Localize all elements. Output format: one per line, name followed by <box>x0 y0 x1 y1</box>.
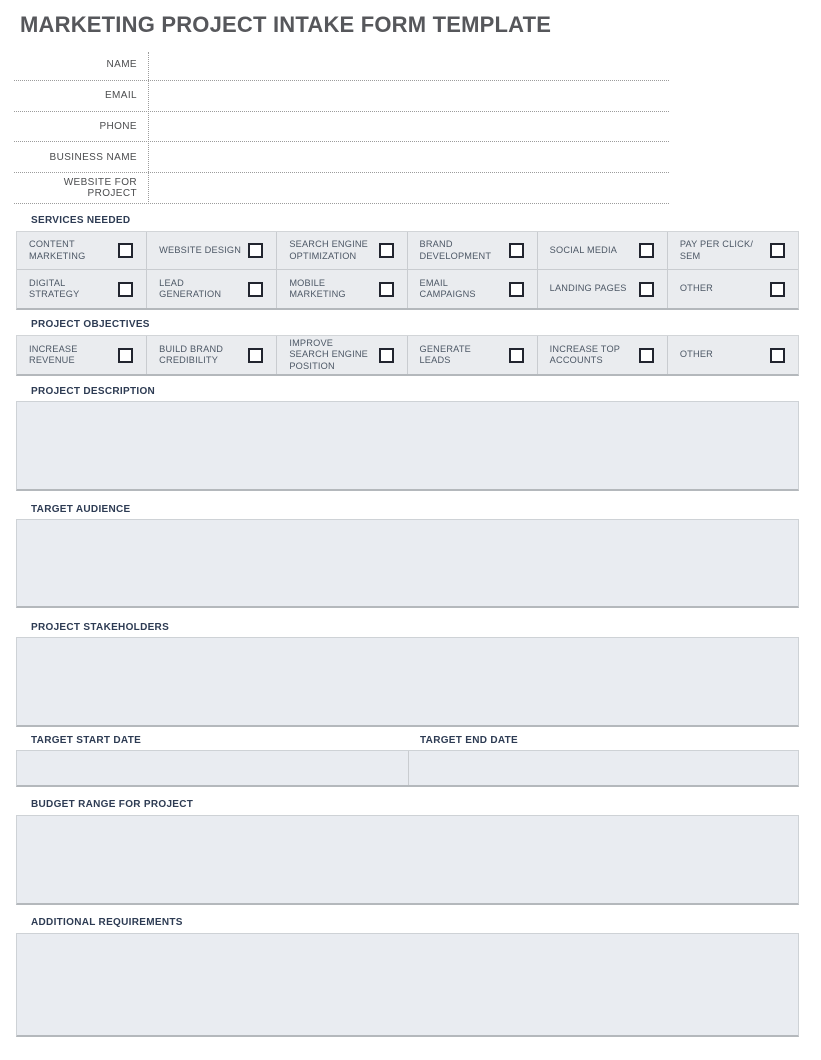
budget-range-header: BUDGET RANGE FOR PROJECT <box>31 799 194 810</box>
checkbox-pay-per-click-sem[interactable] <box>770 243 785 258</box>
checkbox-digital-strategy[interactable] <box>118 282 133 297</box>
project-description-input[interactable] <box>16 401 799 491</box>
objective-option-increase-top-accounts <box>538 336 668 374</box>
objective-option-label: BUILD BRAND CREDIBILITY <box>159 343 224 365</box>
service-option-landing-pages <box>538 270 668 308</box>
service-option-social-media <box>538 232 668 270</box>
target-start-date-header: TARGET START DATE <box>31 735 142 746</box>
target-end-date-input[interactable] <box>409 751 798 785</box>
contact-divider-line <box>148 52 149 204</box>
checkbox-generate-leads[interactable] <box>509 348 524 363</box>
checkbox-service-other[interactable] <box>770 282 785 297</box>
target-start-date-input[interactable] <box>17 751 409 785</box>
service-option-label: OTHER <box>679 283 713 294</box>
service-option-other <box>668 270 798 308</box>
budget-range-input[interactable] <box>16 815 799 905</box>
objective-option-label: OTHER <box>679 349 713 360</box>
objective-option-label: IMPROVE SEARCH ENGINE POSITION <box>289 337 368 371</box>
project-description-header: PROJECT DESCRIPTION <box>31 386 156 397</box>
checkbox-brand-development[interactable] <box>509 243 524 258</box>
services-needed-table <box>16 231 799 310</box>
phone-label: PHONE <box>99 120 137 132</box>
checkbox-email-campaigns[interactable] <box>509 282 524 297</box>
objective-option-label: INCREASE REVENUE <box>29 343 78 365</box>
service-option-mobile-marketing <box>277 270 407 308</box>
objective-option-increase-revenue <box>17 336 147 374</box>
checkbox-website-design[interactable] <box>248 243 263 258</box>
page-title: MARKETING PROJECT INTAKE FORM TEMPLATE <box>20 12 552 37</box>
contact-row-business-name <box>14 142 669 173</box>
service-option-label: BRAND DEVELOPMENT <box>419 239 492 261</box>
service-option-website-design <box>147 232 277 270</box>
service-option-pay-per-click-sem <box>668 232 798 270</box>
services-needed-header: SERVICES NEEDED <box>31 215 131 226</box>
service-option-digital-strategy <box>17 270 147 308</box>
checkbox-improve-search-engine-position[interactable] <box>379 348 394 363</box>
service-option-label: MOBILE MARKETING <box>289 277 346 299</box>
target-end-date-header: TARGET END DATE <box>420 735 519 746</box>
project-stakeholders-header: PROJECT STAKEHOLDERS <box>31 622 170 633</box>
project-stakeholders-input[interactable] <box>16 637 799 727</box>
checkbox-increase-revenue[interactable] <box>118 348 133 363</box>
contact-row-name <box>14 50 669 81</box>
service-option-label: DIGITAL STRATEGY <box>29 277 80 299</box>
service-option-label: SEARCH ENGINE OPTIMIZATION <box>289 239 368 261</box>
contact-row-email <box>14 81 669 112</box>
checkbox-build-brand-credibility[interactable] <box>248 348 263 363</box>
service-option-label: LANDING PAGES <box>549 283 627 294</box>
objective-option-other <box>668 336 798 374</box>
checkbox-search-engine-optimization[interactable] <box>379 243 394 258</box>
checkbox-increase-top-accounts[interactable] <box>639 348 654 363</box>
contact-fields-block <box>14 50 669 204</box>
additional-requirements-input[interactable] <box>16 933 799 1037</box>
email-input[interactable] <box>137 81 669 111</box>
checkbox-social-media[interactable] <box>639 243 654 258</box>
checkbox-landing-pages[interactable] <box>639 282 654 297</box>
service-option-label: LEAD GENERATION <box>159 277 222 299</box>
dates-row <box>16 750 799 787</box>
service-option-lead-generation <box>147 270 277 308</box>
service-option-content-marketing <box>17 232 147 270</box>
checkbox-objective-other[interactable] <box>770 348 785 363</box>
service-option-label: SOCIAL MEDIA <box>549 244 618 255</box>
additional-requirements-header: ADDITIONAL REQUIREMENTS <box>31 917 183 928</box>
contact-row-phone <box>14 112 669 143</box>
business-name-input[interactable] <box>137 142 669 172</box>
business-name-label: BUSINESS NAME <box>49 151 137 163</box>
target-audience-header: TARGET AUDIENCE <box>31 504 131 515</box>
project-objectives-table <box>16 335 799 376</box>
service-option-label: CONTENT MARKETING <box>29 239 86 261</box>
website-label: WEBSITE FOR PROJECT <box>63 177 137 200</box>
service-option-label: WEBSITE DESIGN <box>159 244 242 255</box>
service-option-label: PAY PER CLICK/ SEM <box>679 239 754 261</box>
objective-option-label: INCREASE TOP ACCOUNTS <box>549 343 620 365</box>
service-option-brand-development <box>408 232 538 270</box>
checkbox-lead-generation[interactable] <box>248 282 263 297</box>
website-input[interactable] <box>137 173 669 203</box>
project-objectives-header: PROJECT OBJECTIVES <box>31 319 150 330</box>
objective-option-generate-leads <box>408 336 538 374</box>
phone-input[interactable] <box>137 112 669 142</box>
objective-option-label: GENERATE LEADS <box>419 343 471 365</box>
target-audience-input[interactable] <box>16 519 799 608</box>
checkbox-mobile-marketing[interactable] <box>379 282 394 297</box>
name-label: NAME <box>106 59 137 71</box>
service-option-label: EMAIL CAMPAIGNS <box>419 277 476 299</box>
service-option-search-engine-optimization <box>277 232 407 270</box>
checkbox-content-marketing[interactable] <box>118 243 133 258</box>
contact-row-website <box>14 173 669 204</box>
objective-option-improve-search-engine-position <box>277 336 407 374</box>
email-label: EMAIL <box>104 90 137 102</box>
objective-option-build-brand-credibility <box>147 336 277 374</box>
name-input[interactable] <box>137 50 669 80</box>
service-option-email-campaigns <box>408 270 538 308</box>
